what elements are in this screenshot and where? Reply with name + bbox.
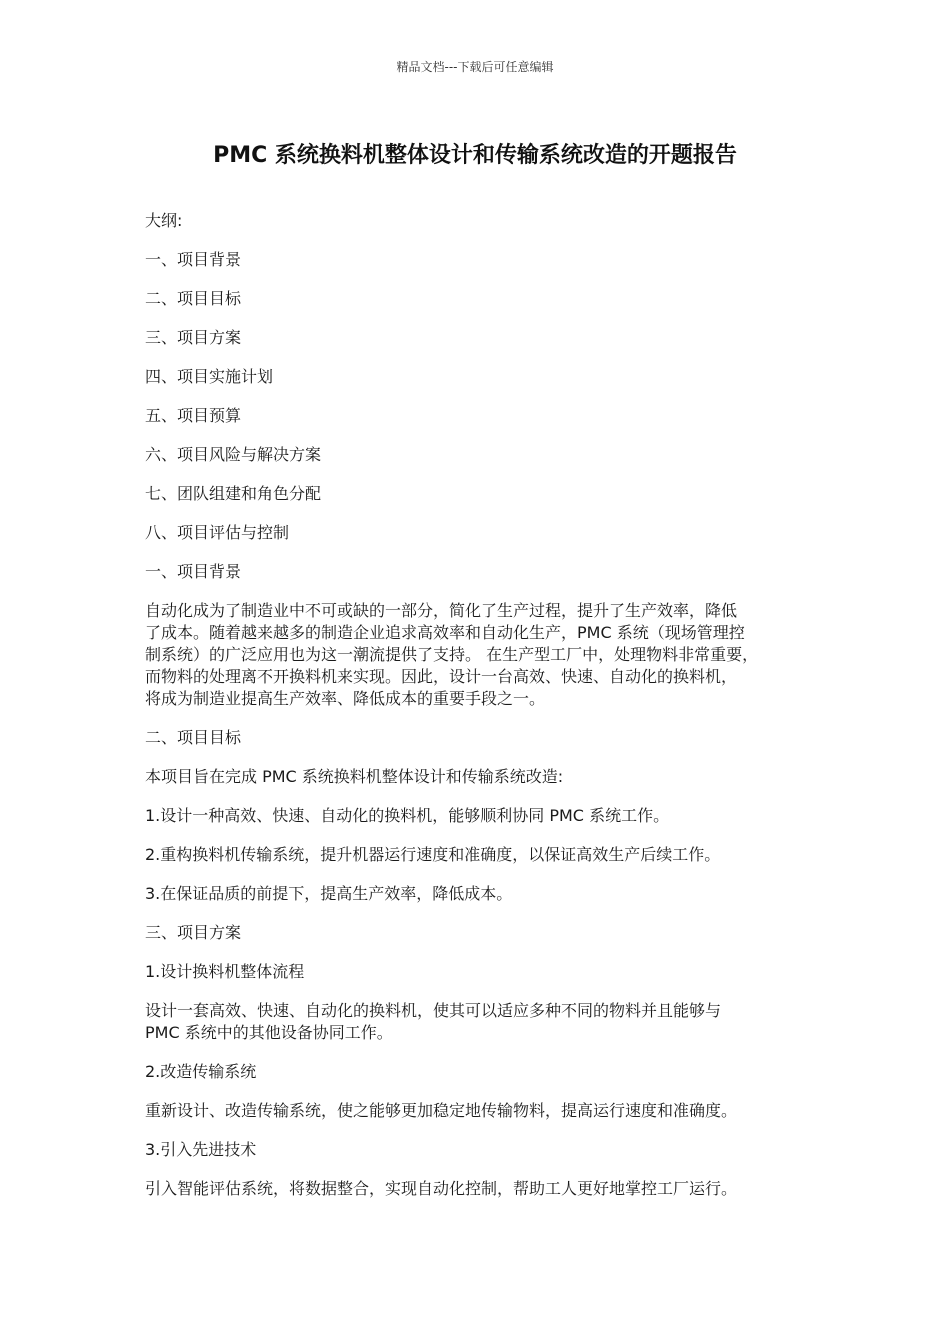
- plan-item-paragraph: [145, 1100, 815, 1122]
- goals-intro: 本项目旨在完成 PMC 系统换料机整体设计和传输系统改造:: [145, 767, 564, 786]
- outline-item: 四、项目实施计划: [145, 367, 274, 386]
- paragraph-line: 而物料的处理离不开换料机来实现。因此，设计一台高效、快速、自动化的换料机，: [145, 667, 738, 686]
- document-body: [145, 210, 815, 1217]
- goal-item: 3.在保证品质的前提下，提高生产效率，降低成本。: [145, 884, 513, 903]
- section-heading-goals: 二、项目目标: [145, 728, 242, 747]
- paragraph-line: 自动化成为了制造业中不可或缺的一部分，简化了生产过程，提升了生产效率，降低: [145, 601, 738, 620]
- paragraph-line: 将成为制造业提高生产效率、降低成本的重要手段之一。: [145, 689, 546, 708]
- outline-item: 五、项目预算: [145, 406, 242, 425]
- paragraph-line: 制系统）的广泛应用也为这一潮流提供了支持。 在生产型工厂中，处理物料非常重要，: [145, 645, 759, 664]
- paragraph-line: 设计一套高效、快速、自动化的换料机，使其可以适应多种不同的物料并且能够与: [145, 1001, 722, 1020]
- outline-item: 六、项目风险与解决方案: [145, 445, 322, 464]
- document-title: PMC 系统换料机整体设计和传输系统改造的开题报告: [213, 143, 737, 168]
- section-heading-background: 一、项目背景: [145, 562, 242, 581]
- outline-item: 一、项目背景: [145, 250, 242, 269]
- outline-item: 二、项目目标: [145, 289, 242, 308]
- plan-item-title: 1.设计换料机整体流程: [145, 962, 305, 981]
- outline-item: 三、项目方案: [145, 328, 242, 347]
- plan-item-paragraph: [145, 1178, 815, 1200]
- paragraph-line: 重新设计、改造传输系统，使之能够更加稳定地传输物料，提高运行速度和准确度。: [145, 1101, 738, 1120]
- outline-label: 大纲:: [145, 211, 183, 230]
- plan-item-title: 3.引入先进技术: [145, 1140, 257, 1159]
- section-heading-plan: 三、项目方案: [145, 923, 242, 942]
- background-paragraph: [145, 600, 815, 710]
- paragraph-line: 引入智能评估系统，将数据整合，实现自动化控制，帮助工人更好地掌控工厂运行。: [145, 1179, 738, 1198]
- outline-item: 七、团队组建和角色分配: [145, 484, 322, 503]
- header-note: 精品文档---下载后可任意编辑: [396, 60, 554, 74]
- paragraph-line: 了成本。随着越来越多的制造企业追求高效率和自动化生产，PMC 系统（现场管理控: [145, 623, 745, 642]
- goal-item: 1.设计一种高效、快速、自动化的换料机，能够顺利协同 PMC 系统工作。: [145, 806, 670, 825]
- goal-item: 2.重构换料机传输系统，提升机器运行速度和准确度，以保证高效生产后续工作。: [145, 845, 721, 864]
- outline-item: 八、项目评估与控制: [145, 523, 290, 542]
- plan-item-title: 2.改造传输系统: [145, 1062, 257, 1081]
- plan-item-paragraph: [145, 1000, 815, 1044]
- paragraph-line: PMC 系统中的其他设备协同工作。: [145, 1023, 393, 1042]
